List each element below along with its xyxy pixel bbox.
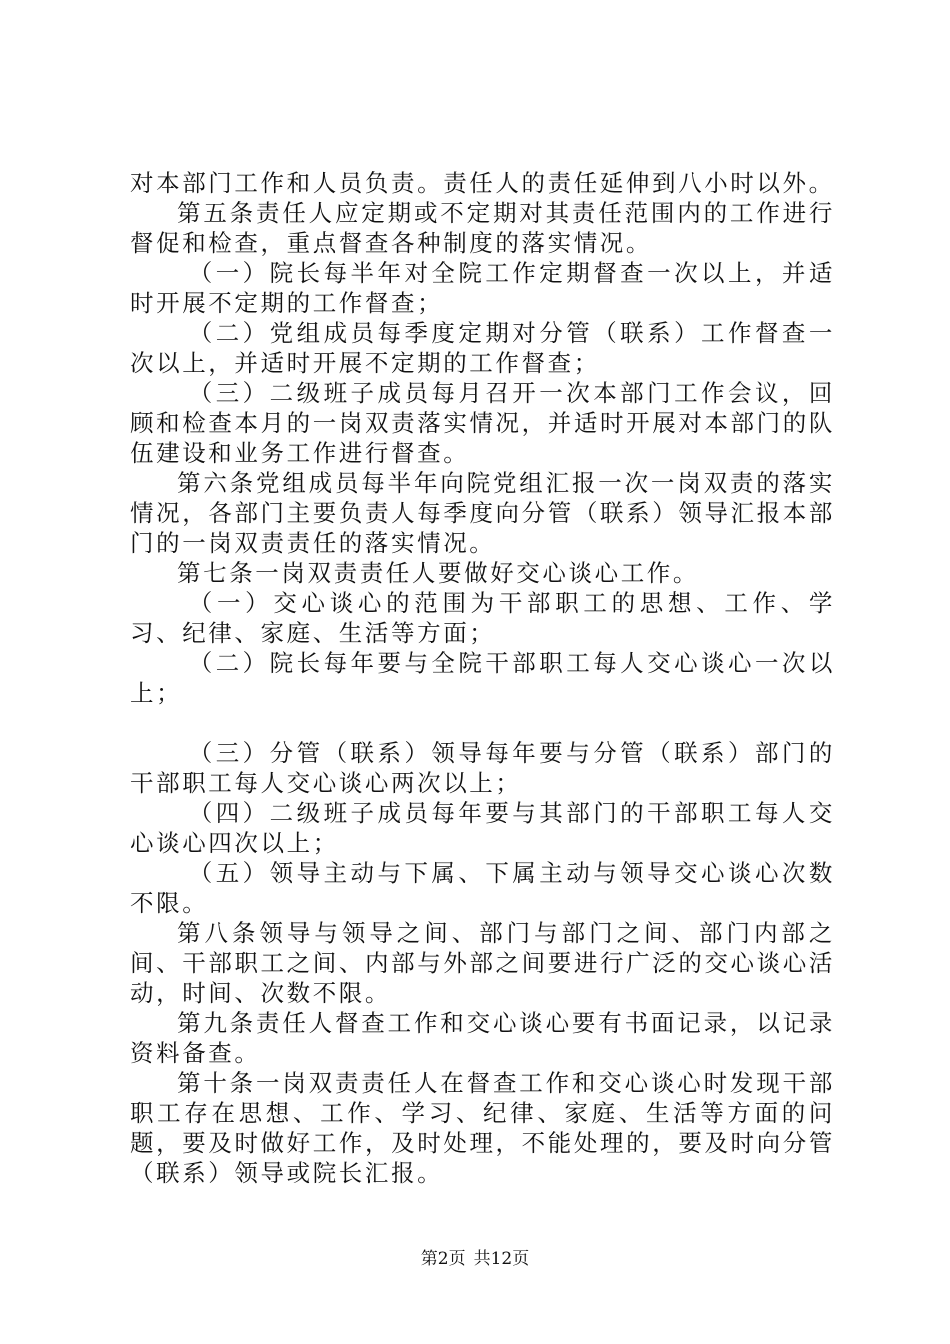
body-paragraph: 第八条领导与领导之间、部门与部门之间、部门内部之间、干部职工之间、内部与外部之间要进行广泛的交心谈心活动，时间、次数不限。 xyxy=(130,919,835,1007)
page-footer xyxy=(0,1244,950,1269)
body-paragraph: （五）领导主动与下属、下属主动与领导交心谈心次数不限。 xyxy=(130,859,835,917)
body-paragraph: （三）二级班子成员每月召开一次本部门工作会议，回顾和检查本月的一岗双责落实情况，并适时开展对本部门的队伍建设和业务工作进行督查。 xyxy=(130,379,835,467)
body-paragraph: （三）分管（联系）领导每年要与分管（联系）部门的干部职工每人交心谈心两次以上； xyxy=(130,739,835,797)
body-paragraph: （四）二级班子成员每年要与其部门的干部职工每人交心谈心四次以上； xyxy=(130,799,835,857)
body-paragraph: （一）交心谈心的范围为干部职工的思想、工作、学习、纪律、家庭、生活等方面； xyxy=(130,589,835,647)
body-paragraph: 第九条责任人督查工作和交心谈心要有书面记录，以记录资料备查。 xyxy=(130,1009,835,1067)
body-paragraph: 第六条党组成员每半年向院党组汇报一次一岗双责的落实情况，各部门主要负责人每季度向分管（联系）领导汇报本部门的一岗双责责任的落实情况。 xyxy=(130,469,835,557)
body-paragraph: 对本部门工作和人员负责。责任人的责任延伸到八小时以外。 xyxy=(130,169,835,197)
body-paragraph: （二）院长每年要与全院干部职工每人交心谈心一次以上； xyxy=(130,649,835,707)
paragraph-spacer xyxy=(130,708,835,738)
body-paragraph: 第七条一岗双责责任人要做好交心谈心工作。 xyxy=(177,559,699,587)
page-number: 第2页 xyxy=(420,1249,466,1269)
document-body xyxy=(130,168,835,1188)
body-paragraph: 第十条一岗双责责任人在督查工作和交心谈心时发现干部职工存在思想、工作、学习、纪律、家庭、生活等方面的问题，要及时做好工作，及时处理，不能处理的，要及时向分管（联系）领导或院长汇报。 xyxy=(130,1069,835,1187)
body-paragraph: （一）院长每半年对全院工作定期督查一次以上，并适时开展不定期的工作督查； xyxy=(130,259,835,317)
page-total: 共12页 xyxy=(473,1249,530,1269)
body-paragraph: （二）党组成员每季度定期对分管（联系）工作督查一次以上，并适时开展不定期的工作督查； xyxy=(130,319,835,377)
body-paragraph: 第五条责任人应定期或不定期对其责任范围内的工作进行督促和检查，重点督查各种制度的落实情况。 xyxy=(130,199,835,257)
